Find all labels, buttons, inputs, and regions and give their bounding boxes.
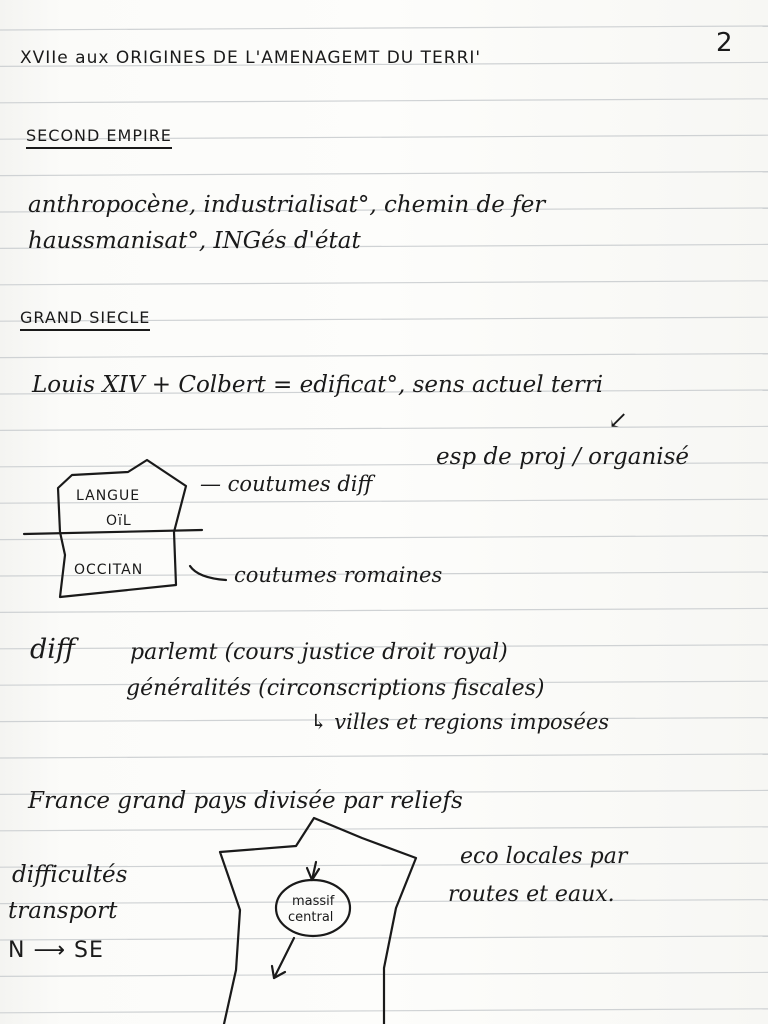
diff-line-1: parlemt (cours justice droit royal) — [130, 640, 508, 665]
difficulty-line-3: N ⟶ SE — [8, 938, 104, 963]
massif-central-label-2: central — [288, 910, 334, 925]
second-empire-line-1: anthropocène, industrialisat°, chemin de fer — [28, 192, 546, 218]
page-title: XVIIe aux ORIGINES DE L'AMENAGEMT DU TERRI' — [20, 48, 482, 68]
massif-central-label-1: massif — [292, 894, 335, 909]
grand-siecle-heading: GRAND SIECLE — [20, 310, 150, 331]
occitan-note: coutumes romaines — [234, 563, 443, 587]
oil-note: — coutumes diff — [200, 472, 373, 496]
langue-oil-label-2: OïL — [106, 513, 132, 529]
difficulty-line-2: transport — [8, 898, 118, 924]
down-left-arrow: ↙ — [608, 406, 629, 434]
diff-lead: diff — [30, 634, 76, 665]
france-line: France grand pays divisée par reliefs — [28, 788, 463, 814]
difficulty-line-1: difficultés — [12, 862, 128, 888]
eco-line-1: eco locales par — [460, 844, 628, 869]
grand-siecle-line-1: Louis XIV + Colbert = edificat°, sens actuel terri — [32, 372, 604, 398]
occitan-label: OCCITAN — [74, 562, 144, 578]
eco-line-2: routes et eaux. — [448, 882, 615, 907]
langue-oil-label-1: LANGUE — [76, 488, 141, 504]
diff-line-3: ↳ villes et regions imposées — [310, 710, 610, 734]
page-number: 2 — [716, 28, 734, 58]
second-empire-line-2: haussmanisat°, INGés d'état — [28, 228, 361, 254]
grand-siecle-line-2: esp de proj / organisé — [436, 444, 690, 470]
second-empire-heading: SECOND EMPIRE — [26, 128, 172, 149]
diff-line-2: généralités (circonscriptions fiscales) — [126, 676, 545, 701]
